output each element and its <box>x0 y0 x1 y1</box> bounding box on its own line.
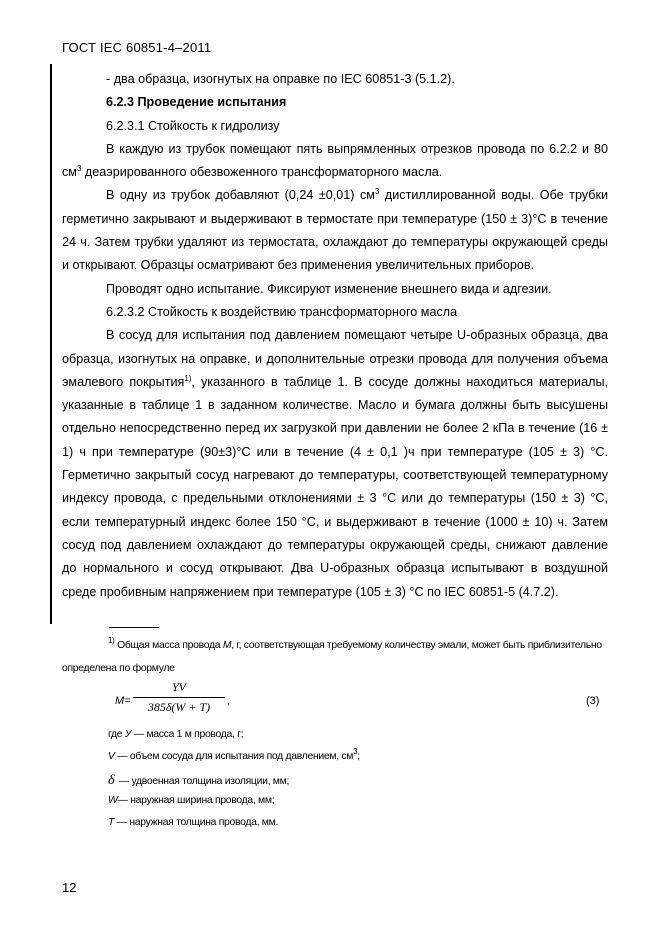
legend-t <box>108 817 278 828</box>
legend-y <box>108 729 243 740</box>
formula-lhs: M= <box>115 695 131 707</box>
legend-text: где <box>108 729 125 740</box>
change-bar <box>50 64 52 624</box>
body-text <box>62 68 608 604</box>
paragraph-single-test: Проводят одно испытание. Фиксируют изменение внешнего вида и адгезии. <box>106 281 552 296</box>
legend-text: — наружная толщина провода, мм. <box>114 817 279 828</box>
variable-t: T <box>108 817 115 828</box>
paragraph-text: деаэрированного обезвоженного трансформаторного масла. <box>81 165 443 180</box>
section-heading-6-2-3: 6.2.3 Проведение испытания <box>106 95 287 110</box>
footnote-line-2: определена по формуле <box>62 663 175 674</box>
paragraph-text: дистиллированной воды. Обе трубки герметично закрывают и выдерживают в термостате при температуре (150 ± 3)°С в течение 24 ч. Затем трубки удаляют из термостата, охлаждают до температуры окружающей среды и открывают. Образцы осматривают без применения увеличительных приборов. <box>62 188 609 273</box>
variable-w: W <box>108 795 118 806</box>
legend-delta <box>108 773 289 789</box>
paragraph-hydrolysis-1 <box>62 138 608 185</box>
legend-text: — масса 1 м провода, г; <box>131 729 244 740</box>
document-header: ГОСТ IEC 60851-4–2011 <box>62 40 212 55</box>
paragraph-text: В сосуд для испытания под давлением помещают четыре U-образных образца, два образца, изогнутых на оправке, и дополнительные отрезки провода для получения объема эмалевого покрытия <box>62 328 608 389</box>
formula-fraction <box>133 680 225 715</box>
footnote-marker: 1) <box>108 636 115 645</box>
legend-text: — наружная ширина провода, мм; <box>117 795 275 806</box>
paragraph-transformer-oil <box>62 324 608 604</box>
footnote-text: , г, соответствующая требуемому количеству эмали, может быть приблизительно <box>231 640 602 651</box>
legend-text: — удвоенная толщина изоляции, мм; <box>116 776 290 787</box>
page-number: 12 <box>62 880 77 895</box>
variable-v: V <box>108 751 115 762</box>
variable-y: У <box>124 729 132 740</box>
footnote-line-1 <box>108 636 602 651</box>
equation-number: (3) <box>586 695 600 707</box>
superscript: 3 <box>374 187 380 197</box>
superscript: 3 <box>353 747 358 756</box>
paragraph-hydrolysis-2 <box>62 184 608 277</box>
paragraph-text: В одну из трубок добавляют (0,24 ±0,01) см <box>106 188 375 203</box>
footnote-separator <box>109 627 159 628</box>
subsection-heading-6-2-3-2: 6.2.3.2 Стойкость к воздействию трансформаторного масла <box>106 304 458 319</box>
paragraph-text: В каждую из трубок помещают пять выпрямленных отрезков провода по 6.2.2 и 80 см <box>62 141 608 180</box>
footnote-reference: 1) <box>184 373 192 383</box>
legend-v <box>108 747 360 762</box>
legend-text: ; <box>357 751 360 762</box>
formula-mass <box>113 680 613 724</box>
variable-m: M <box>222 640 232 651</box>
paragraph-text: , указанного в таблице 1. В сосуде должны находиться материалы, указанные в таблице 1 в заданном количестве. Масло и бумага должны быть высушены отдельно непосредственно перед их загрузкой при давлении не более 2 кПа в течение (16 ± 1) ч при температуре (90±3)°С или в течение (4 ± 0,1 )ч при температуре (105 ± 3) °С. Герметично закрытый сосуд нагревают до температуры, соответствующей температурному индексу провода, с предельными отклонениями ± 3 °С или до температуры (150 ± 3) °С, если температурный индекс более 150 °С, и выдерживают в течение (1000 ± 10) ч. Затем сосуд под давлением охлаждают до температуры окружающей среды, снижают давление до нормального и сосуд открывают. Два U-образных образца испытывают в воздушной среде пробивным напряжением при температуре (105 ± 3) °С по IEC 60851-5 (4.7.2). <box>62 374 608 599</box>
formula-numerator: YV <box>171 680 186 694</box>
formula-comma: , <box>227 695 231 707</box>
footnote-text: Общая масса провода <box>114 640 223 651</box>
superscript: 3 <box>76 164 82 174</box>
variable-delta: δ <box>108 773 115 788</box>
list-item-bent-samples: - два образца, изогнутых на оправке по IEC 60851-3 (5.1.2). <box>106 72 455 86</box>
subsection-heading-6-2-3-1: 6.2.3.1 Стойкость к гидролизу <box>106 118 280 133</box>
legend-w <box>108 795 274 806</box>
fraction-bar <box>133 697 225 698</box>
formula-denominator: 385δ(W + T) <box>147 700 211 714</box>
legend-text: — объем сосуда для испытания под давлением, см <box>114 751 354 762</box>
